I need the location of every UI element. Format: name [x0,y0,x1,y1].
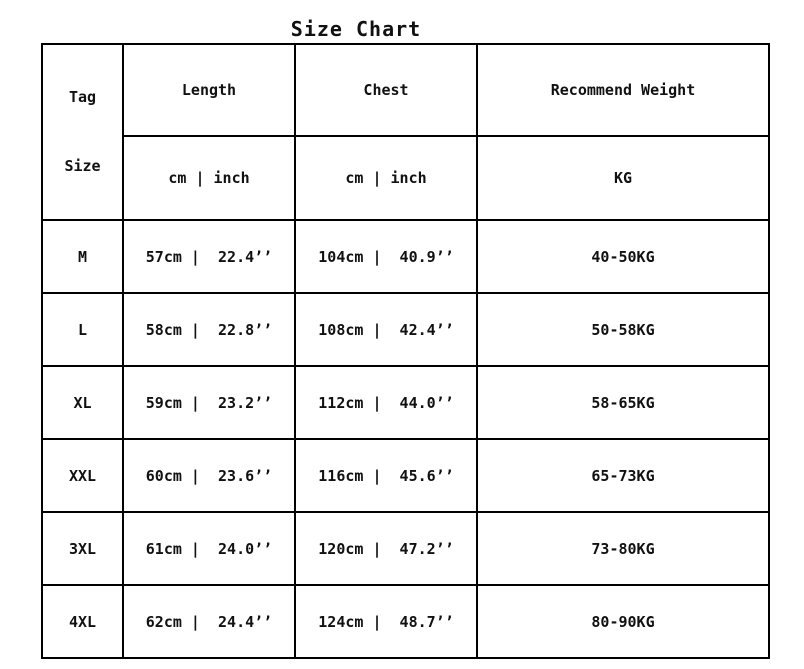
weight-cell: 65-73KG [477,439,769,512]
size-chart-table [41,43,770,659]
length-cell: 57cm | 22.4’’ [123,220,295,293]
header-cell-tag-size [42,44,123,220]
size-cell: XL [42,366,123,439]
header-cell-length: Length [123,44,295,136]
length-cell: 59cm | 23.2’’ [123,366,295,439]
header-cell-recommend-weight: Recommend Weight [477,44,769,136]
page-title: Size Chart [290,17,422,41]
table-row-m [42,220,769,293]
size-cell: 3XL [42,512,123,585]
table-row-3xl [42,512,769,585]
header-row-labels [42,44,769,136]
weight-cell: 58-65KG [477,366,769,439]
length-cell: 62cm | 24.4’’ [123,585,295,658]
chest-cell: 116cm | 45.6’’ [295,439,477,512]
header-row-units [42,136,769,220]
length-cell: 58cm | 22.8’’ [123,293,295,366]
tag-size-label-line1: Tag [68,88,97,106]
chest-cell: 120cm | 47.2’’ [295,512,477,585]
table-row-l [42,293,769,366]
size-cell: L [42,293,123,366]
size-cell: M [42,220,123,293]
weight-cell: 80-90KG [477,585,769,658]
tag-size-label-line2: Size [64,157,101,175]
chest-cell: 112cm | 44.0’’ [295,366,477,439]
table-row-xxl [42,439,769,512]
length-cell: 61cm | 24.0’’ [123,512,295,585]
length-cell: 60cm | 23.6’’ [123,439,295,512]
chest-cell: 108cm | 42.4’’ [295,293,477,366]
weight-cell: 50-58KG [477,293,769,366]
weight-cell: 73-80KG [477,512,769,585]
size-cell: XXL [42,439,123,512]
unit-cell-length: cm | inch [123,136,295,220]
weight-cell: 40-50KG [477,220,769,293]
size-cell: 4XL [42,585,123,658]
unit-cell-weight: KG [477,136,769,220]
header-cell-chest: Chest [295,44,477,136]
chest-cell: 124cm | 48.7’’ [295,585,477,658]
table-row-4xl [42,585,769,658]
chest-cell: 104cm | 40.9’’ [295,220,477,293]
table-row-xl [42,366,769,439]
unit-cell-chest: cm | inch [295,136,477,220]
